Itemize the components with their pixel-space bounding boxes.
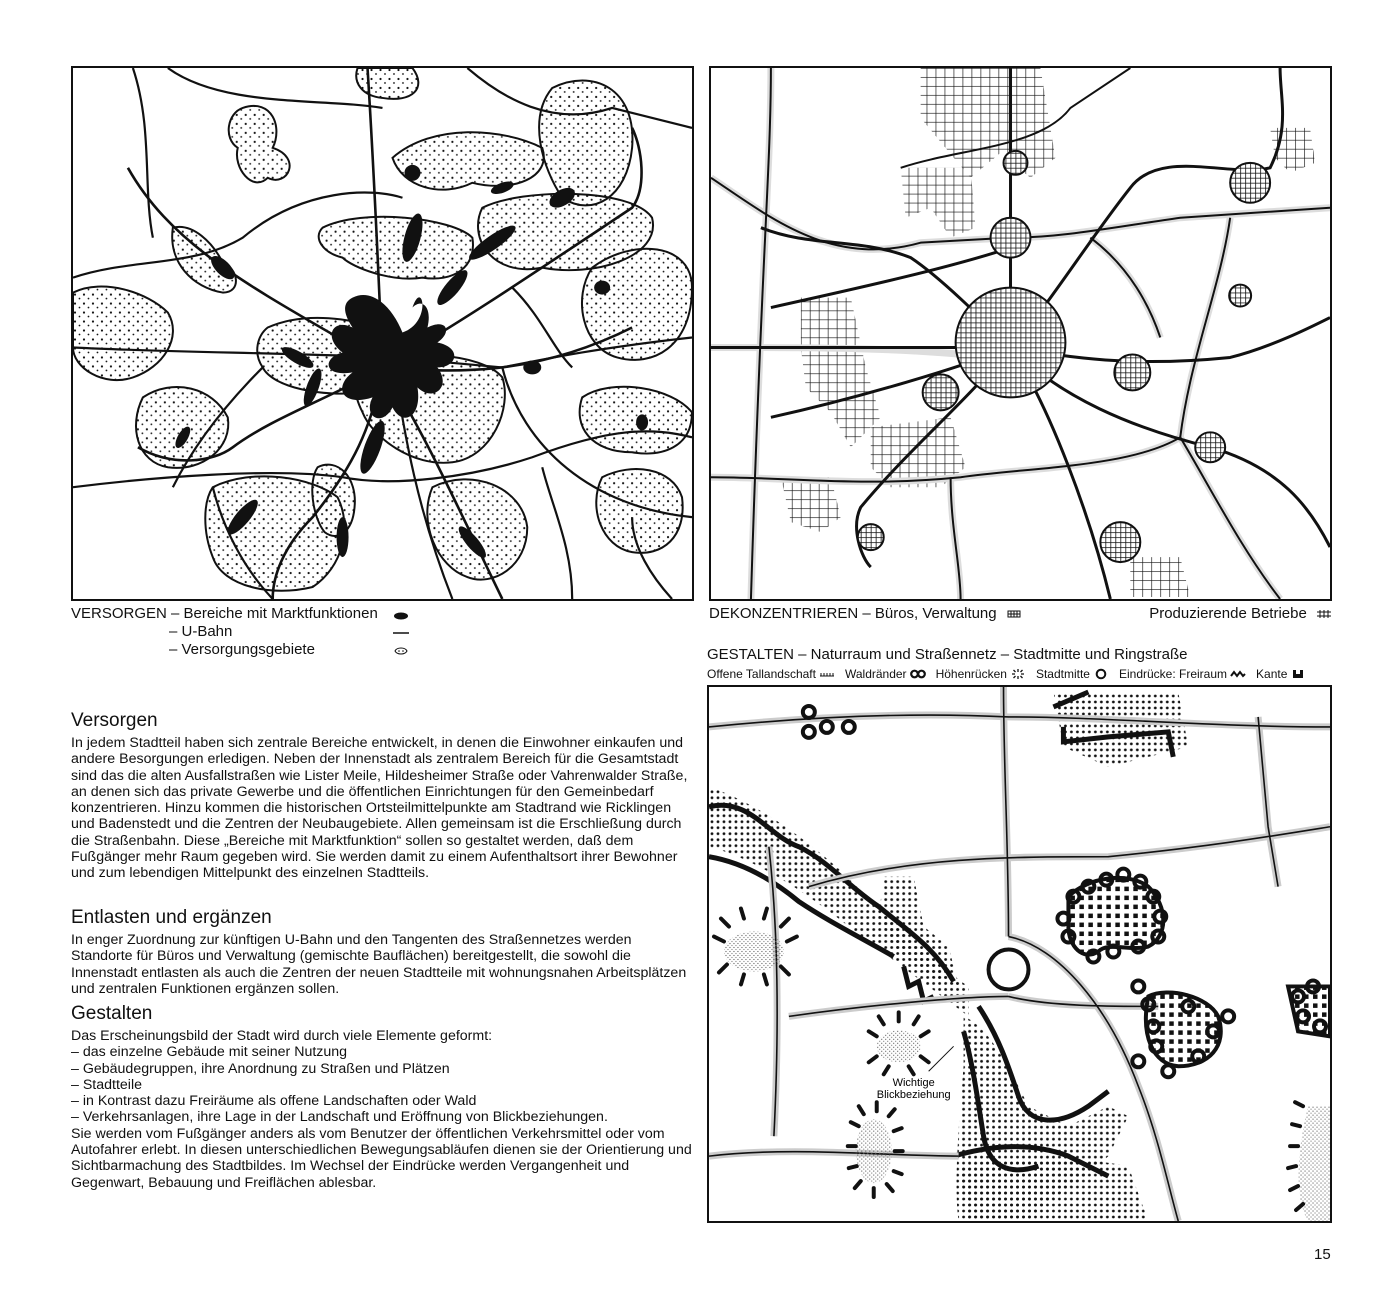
office-grid-icon: [1006, 609, 1022, 619]
legend-label-versorgungsgebiete: – Versorgungsgebiete: [169, 641, 315, 658]
section-gestalten: [71, 1003, 696, 1191]
line-icon: [391, 623, 411, 641]
dekonzentrieren-legend: [709, 605, 1332, 625]
stadtmitte-icon: [1093, 668, 1109, 680]
page-number: 15: [1314, 1246, 1331, 1263]
legend-label-produktion: Produzierende Betriebe: [1149, 605, 1307, 622]
freiraum-icon: [1230, 668, 1246, 680]
gestalten-map: [707, 685, 1332, 1223]
heading-entlasten: Entlasten und ergänzen: [71, 907, 272, 928]
gestalten-legend-title: GESTALTEN – Naturraum und Straßennetz – Stadtmitte und Ringstraße: [707, 646, 1188, 663]
legend-row-markt: [71, 605, 431, 623]
versorgen-map-drawing: [73, 68, 692, 599]
annotation-line-2: Blickbeziehung: [876, 1089, 951, 1102]
list-item: – in Kontrast dazu Freiräume als offene Landschaften oder Wald: [71, 1093, 477, 1110]
legend-row-versorgungsgebiete: [71, 641, 431, 659]
legend-label-ubahn: – U-Bahn: [169, 623, 233, 640]
waldraender-icon: [910, 668, 926, 680]
stadtmitte-ring: [989, 950, 1029, 990]
versorgen-map: [71, 66, 694, 601]
legend-title-versorgen: VERSORGEN: [71, 605, 167, 622]
intro-gestalten: Das Erscheinungsbild der Stadt wird durch viele Elemente geformt:: [71, 1028, 493, 1044]
list-item: – Gebäudegruppen, ihre Anordnung zu Straßen und Plätzen: [71, 1060, 450, 1077]
legend-label-tallandschaft: Offene Tallandschaft: [707, 667, 816, 681]
dotted-area-icon: [391, 641, 411, 659]
section-entlasten: [71, 907, 696, 997]
legend-label-waldraender: Waldränder: [844, 667, 907, 681]
body-entlasten: In enger Zuordnung zur künftigen U-Bahn und den Tangenten des Straßennetzes werden Standorte für Büros und Verwaltung (gemischte Bauflächen) bereitgestellt, die sowohl die Innenstadt entlasten als auch die Zentren der neuen Stadtteile mit wohnungsnahen Arbeitsplätzen und zentralen Funktionen ergänzen sollen.: [71, 932, 687, 997]
body-versorgen: In jedem Stadtteil haben sich zentrale Bereiche entwickelt, in denen die Einwohner einkaufen und andere Besorgungen erledigen. Neben der Innenstadt als zentralem Bereich für die Gesamtstadt sind das die alten Ausfallstraßen wie Lister Meile, Hildesheimer Straße oder Vahrenwalder Straße, an denen sich das private Gewerbe und die öffentlichen Einrichtungen für den Gemeinbedarf konzentrieren. Hinzu kommen die historischen Ortsteilmittelpunkte am Stadtrand wie Ricklingen und Badenstedt und die Zentren der Neubaugebiete. Allen gemeinsam ist die Erschließung durch die Straßenbahn. Diese „Bereiche mit Marktfunktion“ sollen so gestaltet werden, daß dem Fußgänger mehr Raum gegeben wird. Sie werden damit zu einem Aufenthaltsort ihrer Bewohner und zum lebendigen Mittelpunkt des einzelnen Stadtteils.: [71, 735, 688, 882]
legend-label-markt: – Bereiche mit Marktfunktionen: [171, 605, 378, 622]
dekonzentrieren-map: [709, 66, 1332, 601]
legend-item-kante: [1256, 667, 1306, 681]
kante-icon: [1290, 668, 1306, 680]
versorgen-legend: [71, 605, 431, 659]
legend-item-hoehenruecken: [936, 667, 1026, 681]
legend-item-stadtmitte: [1036, 667, 1109, 681]
legend-item-waldraender: [845, 667, 926, 681]
legend-produktion: [1149, 605, 1332, 623]
annotation-line-1: Wichtige: [892, 1077, 935, 1090]
legend-row-ubahn: [71, 623, 431, 641]
legend-label-stadtmitte: Stadtmitte: [1035, 667, 1090, 681]
legend-label-freiraum: Eindrücke: Freiraum: [1118, 667, 1228, 681]
gestalten-map-drawing: [709, 687, 1330, 1221]
heading-versorgen: Versorgen: [71, 710, 158, 731]
heading-gestalten: Gestalten: [71, 1003, 153, 1024]
production-grid-icon: [1316, 609, 1332, 619]
outro-gestalten: Sie werden vom Fußgänger anders als vom Benutzer der öffentlichen Verkehrsmittel oder vom Autofahrer erlebt. In diesen unterschiedlichen Bewegungsabläufen dienen sie der Orientierung und Sichtbarmachung des Stadtbildes. Im Wechsel der Eindrücke werden Vergangenheit und Gegenwart, Bebauung und Freiflächen ablesbar.: [71, 1125, 692, 1191]
section-versorgen: [71, 710, 696, 882]
list-item: – Stadtteile: [71, 1076, 142, 1093]
gestalten-legend: [707, 667, 1306, 681]
tallandschaft-icon: [819, 668, 835, 680]
legend-buero: [709, 605, 1022, 623]
list-item: – Verkehrsanlagen, ihre Lage in der Landschaft und Eröffnung von Blickbeziehungen.: [71, 1109, 608, 1126]
legend-label-buero: DEKONZENTRIEREN – Büros, Verwaltung: [709, 605, 997, 622]
hoehenruecken-icon: [1010, 668, 1026, 680]
legend-item-freiraum: [1119, 667, 1246, 681]
black-blob-icon: [391, 605, 411, 623]
legend-item-tallandschaft: [707, 667, 835, 681]
legend-label-hoehenruecken: Höhenrücken: [935, 667, 1007, 681]
legend-label-kante: Kante: [1256, 667, 1288, 681]
dekonzentrieren-map-drawing: [711, 68, 1330, 599]
list-item: – das einzelne Gebäude mit seiner Nutzung: [71, 1044, 348, 1061]
